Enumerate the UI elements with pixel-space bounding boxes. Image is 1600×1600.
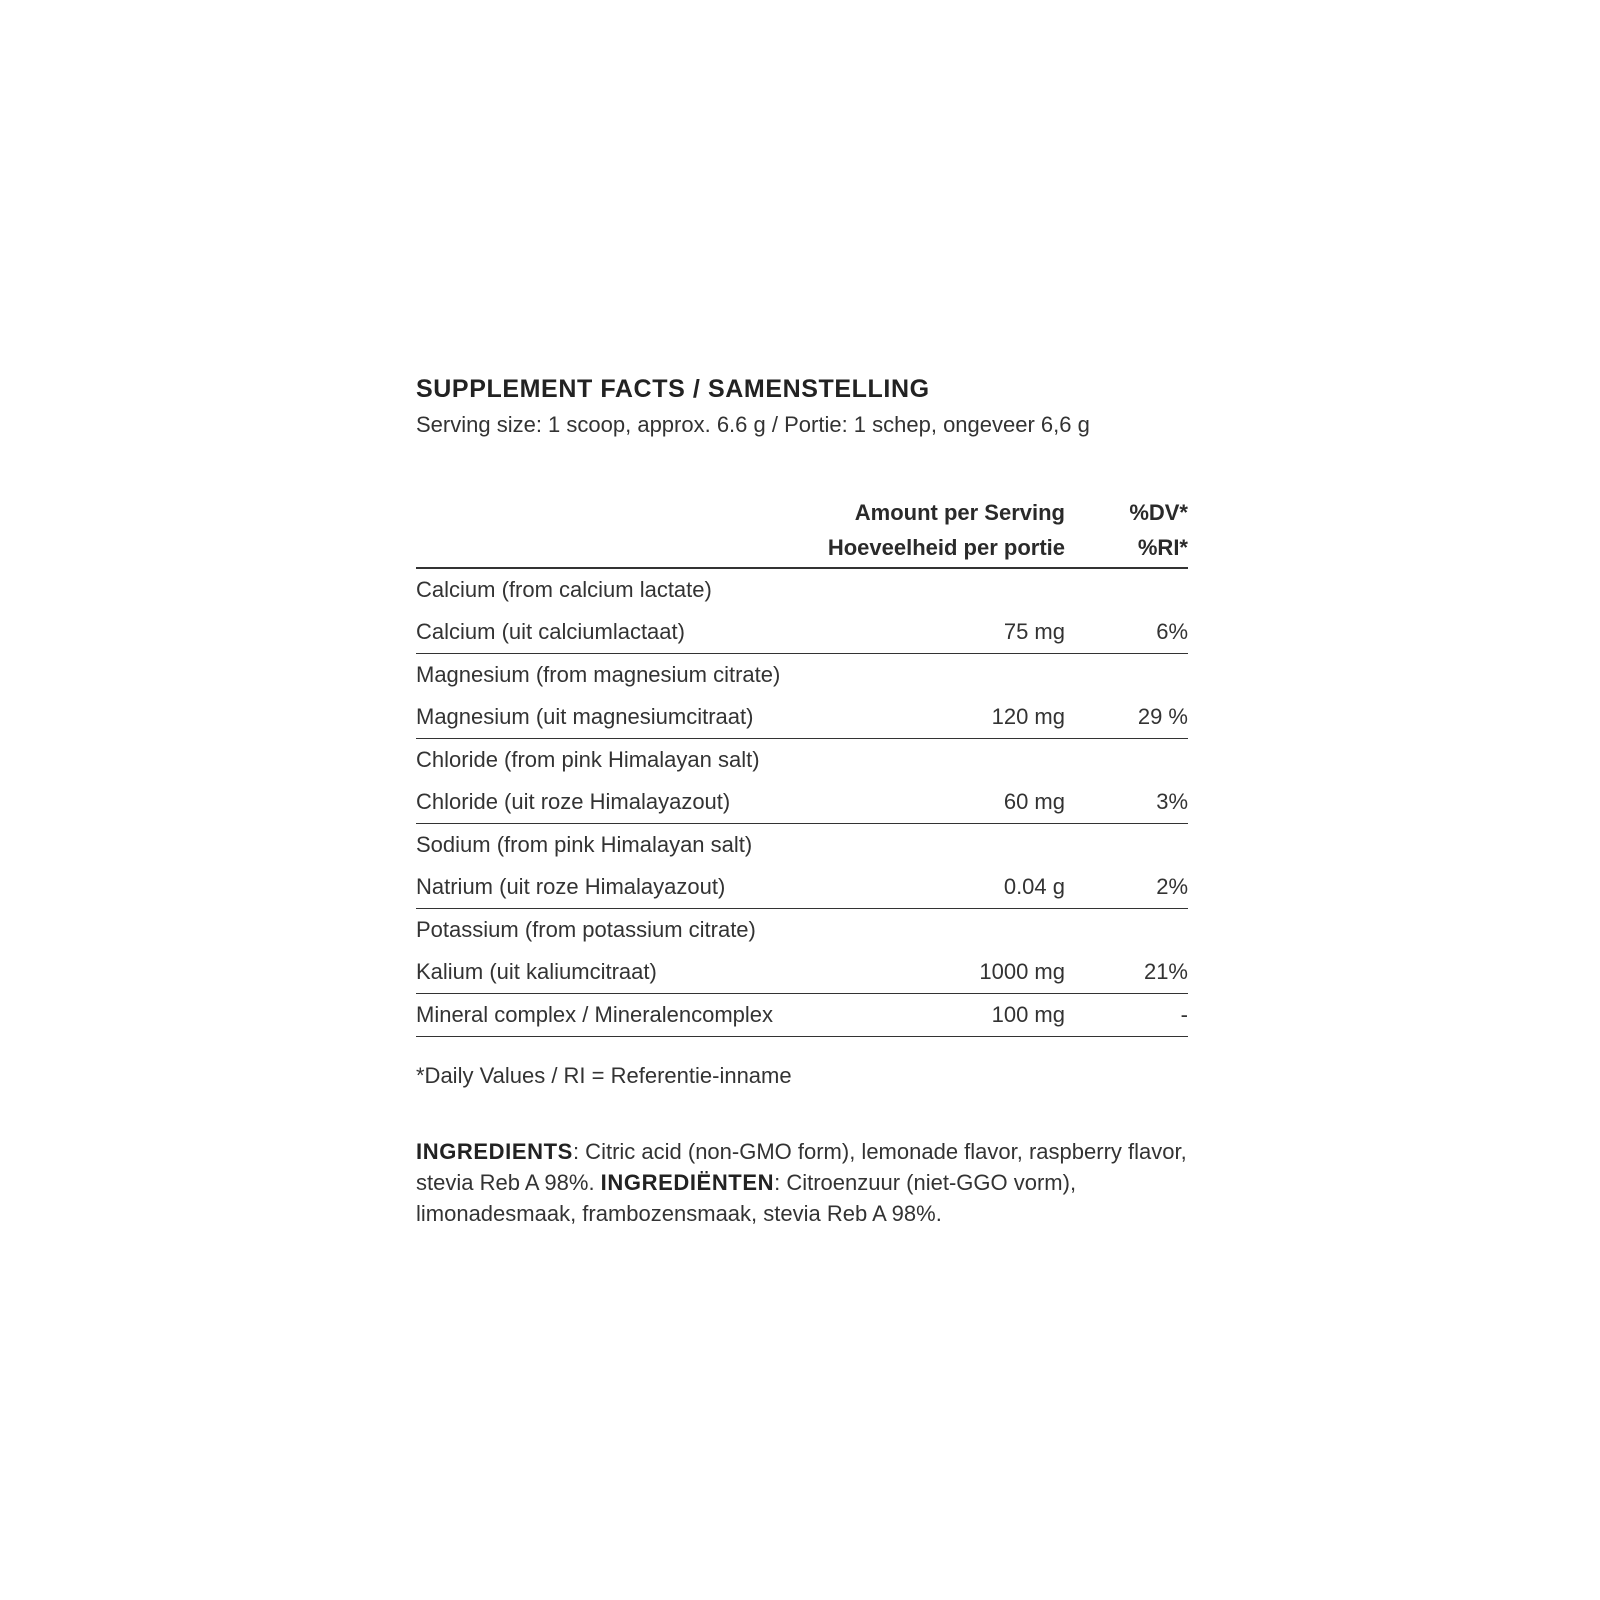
nutrient-dv: 6% <box>1156 619 1188 644</box>
nutrient-dv: 2% <box>1156 874 1188 899</box>
nutrient-amount: 1000 mg <box>979 959 1065 984</box>
table-row <box>416 569 1188 611</box>
facts-table <box>416 495 1188 1037</box>
nutrient-dv: 29 % <box>1137 704 1188 729</box>
nutrient-amount: 75 mg <box>1003 619 1065 644</box>
nutrient-dv: - <box>1180 1002 1188 1027</box>
ingredients-text <box>416 1136 1206 1229</box>
nutrient-dv: 3% <box>1156 789 1188 814</box>
table-row <box>416 654 1188 696</box>
table-row <box>416 951 1188 993</box>
nutrient-name-en: Calcium (from calcium lactate) <box>416 577 712 602</box>
nutrient-name-nl: Calcium (uit calciumlactaat) <box>416 619 685 644</box>
dv-header <box>1065 495 1188 565</box>
table-row <box>416 866 1188 908</box>
table-row <box>416 824 1188 866</box>
amount-header-en: Amount per Serving <box>854 500 1065 525</box>
nutrient-name-en: Sodium (from pink Himalayan salt) <box>416 832 753 857</box>
table-header <box>416 495 1188 569</box>
table-row <box>416 994 1188 1036</box>
nutrient-dv: 21% <box>1143 959 1188 984</box>
ingredients-label-en: INGREDIENTS <box>416 1139 573 1164</box>
ingredients-list-nl: : Citroenzuur (niet-GGO vorm), limonadesmaak, frambozensmaak, stevia Reb A 98%. <box>416 1170 1077 1226</box>
table-row <box>416 909 1188 951</box>
dv-header-en: %DV* <box>1129 500 1188 525</box>
nutrient-name-nl: Chloride (uit roze Himalayazout) <box>416 789 731 814</box>
nutrient-calcium <box>416 569 1188 654</box>
nutrient-sodium <box>416 824 1188 909</box>
ingredients-list-en: : Citric acid (non-GMO form), lemonade flavor, raspberry flavor, stevia Reb A 98%. <box>416 1139 1187 1195</box>
table-row <box>416 781 1188 823</box>
nutrient-name-nl: Kalium (uit kaliumcitraat) <box>416 959 657 984</box>
nutrient-chloride <box>416 739 1188 824</box>
nutrient-name-en: Chloride (from pink Himalayan salt) <box>416 747 760 772</box>
nutrient-name-nl: Magnesium (uit magnesiumcitraat) <box>416 704 754 729</box>
nutrient-name-nl: Natrium (uit roze Himalayazout) <box>416 874 726 899</box>
nutrient-name-en: Magnesium (from magnesium citrate) <box>416 662 781 687</box>
amount-header <box>775 495 1065 565</box>
nutrient-name-en: Potassium (from potassium citrate) <box>416 917 756 942</box>
nutrient-mineral-complex <box>416 994 1188 1037</box>
nutrient-amount: 120 mg <box>991 704 1065 729</box>
serving-size: Serving size: 1 scoop, approx. 6.6 g / Portie: 1 schep, ongeveer 6,6 g <box>416 412 1090 437</box>
footnote: *Daily Values / RI = Referentie-inname <box>416 1063 792 1088</box>
nutrient-magnesium <box>416 654 1188 739</box>
nutrient-name: Mineral complex / Mineralencomplex <box>416 1002 774 1027</box>
nutrient-amount: 60 mg <box>1003 789 1065 814</box>
nutrient-potassium <box>416 909 1188 994</box>
supplement-facts-panel <box>416 372 1190 1229</box>
dv-header-nl: %RI* <box>1137 535 1188 560</box>
ingredients-label-nl: INGREDIËNTEN <box>600 1170 775 1195</box>
nutrient-amount: 100 mg <box>991 1002 1065 1027</box>
nutrient-amount: 0.04 g <box>1003 874 1065 899</box>
page-title: SUPPLEMENT FACTS / SAMENSTELLING <box>416 375 930 403</box>
table-row <box>416 739 1188 781</box>
amount-header-nl: Hoeveelheid per portie <box>827 535 1065 560</box>
table-row <box>416 611 1188 653</box>
table-row <box>416 696 1188 738</box>
